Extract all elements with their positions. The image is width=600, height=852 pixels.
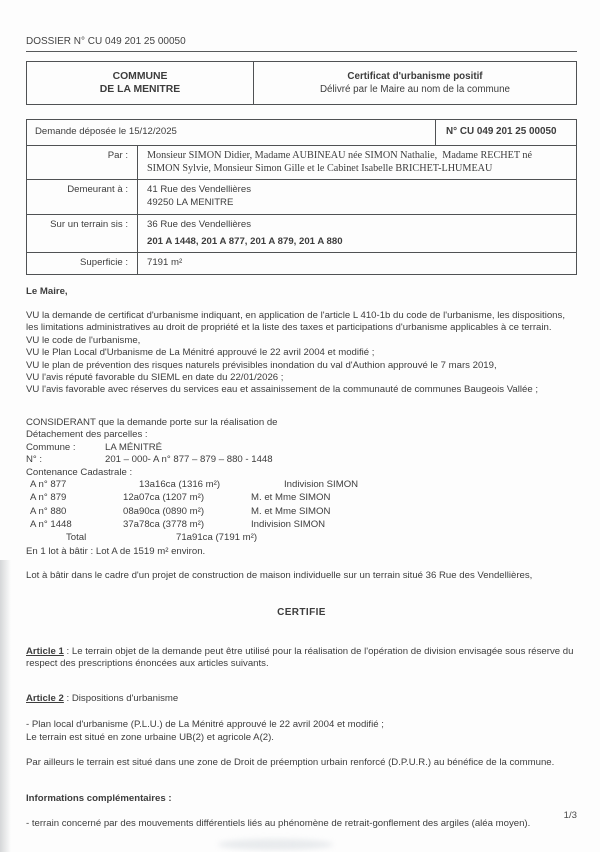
table-row-demeurant xyxy=(27,179,576,214)
parcel-row xyxy=(26,519,577,532)
terrain-label: Sur un terrain sis : xyxy=(27,215,138,252)
parcel-row xyxy=(26,506,577,519)
numero-label: N° : xyxy=(26,454,43,466)
page-content xyxy=(26,0,577,830)
applicant-names: Monsieur SIMON Didier, Madame AUBINEAU née SIMON Nathalie, Madame RECHET né SIMON Sylvie, Monsieur Simon Gille et le Cabinet Isabelle BRICHET-LHUMEAU xyxy=(147,149,535,174)
parcel-area: 12a07ca (1207 m²) xyxy=(123,492,205,504)
salutation: Le Maire, xyxy=(26,285,68,297)
parcel-owner: Indivision SIMON xyxy=(284,478,359,490)
parcel-ref: A n° 877 xyxy=(30,478,67,490)
commune-value: LA MÉNITRÉ xyxy=(105,441,163,453)
parcel-row xyxy=(26,492,577,505)
title-table xyxy=(26,61,577,105)
numero-row xyxy=(26,454,577,466)
parcel-owner: Indivision SIMON xyxy=(251,519,326,531)
parcel-ref: A n° 880 xyxy=(30,505,67,517)
parcel-total-row xyxy=(26,532,577,545)
superficie-label: Superficie : xyxy=(27,253,138,273)
vu-item: VU le Plan Local d'Urbanisme de La Ménitré approuvé le 22 avril 2004 et modifié ; xyxy=(26,347,375,359)
vu-item: VU le code de l'urbanisme, xyxy=(26,334,141,346)
dossier-number: DOSSIER N° CU 049 201 25 00050 xyxy=(26,36,186,47)
vu-item: VU le plan de prévention des risques naturels prévisibles inondation du val d'Authion approuvé le 7 mars 2019, xyxy=(26,359,497,371)
parcel-ref: A n° 879 xyxy=(30,492,67,504)
total-area: 71a91ca (7191 m²) xyxy=(176,532,258,544)
terrain-parcel-refs: 201 A 1448, 201 A 877, 201 A 879, 201 A 880 xyxy=(147,235,343,247)
article1-text: : Le terrain objet de la demande peut être utilisé pour la réalisation de l'opération de division envisagée sous réserve du respect des prescriptions énoncées aux articles suivants. xyxy=(26,646,574,670)
commune-cell xyxy=(27,62,254,104)
lot-line: En 1 lot à bâtir : Lot A de 1519 m² environ. xyxy=(26,545,206,557)
plu-section xyxy=(26,719,577,744)
file-number: N° CU 049 201 25 00050 xyxy=(435,120,576,144)
par-label: Par : xyxy=(27,146,138,180)
numero-value: 201 – 000- A n° 877 – 879 – 880 - 1448 xyxy=(105,454,273,466)
terrain-address xyxy=(138,215,576,252)
scan-artifact-bottom xyxy=(218,839,333,850)
parcel-owner: M. et Mme SIMON xyxy=(251,492,331,504)
project-description: Lot à bâtir dans le cadre d'un projet de construction de maison individuelle sur un terrain situé 36 Rue des Vendellières, xyxy=(26,570,533,582)
certifie-heading: CERTIFIE xyxy=(277,606,326,618)
vu-section xyxy=(26,310,577,397)
commune-label: Commune : xyxy=(26,441,76,453)
considerant-intro: CONSIDERANT que la demande porte sur la réalisation de xyxy=(26,416,278,428)
page-number: 1/3 xyxy=(563,810,577,821)
total-label: Total xyxy=(66,532,87,544)
plu-line2: Le terrain est situé en zone urbaine UB(2) et agricole A(2). xyxy=(26,731,274,743)
contenance-label: Contenance Cadastrale : xyxy=(26,466,133,478)
article1-label: Article 1 xyxy=(26,646,64,658)
certificate-title: Certificat d'urbanisme positif xyxy=(347,71,483,83)
commune-line2: DE LA MENITRE xyxy=(99,84,181,96)
table-row-superficie xyxy=(27,252,576,273)
terrain-address-line1: 36 Rue des Vendellières xyxy=(147,219,252,231)
table-row-terrain xyxy=(27,214,576,252)
parcel-area: 37a78ca (3778 m²) xyxy=(123,519,205,531)
scan-artifact-left-edge xyxy=(0,560,11,852)
detachement-line: Détachement des parcelles : xyxy=(26,429,148,441)
article2-heading xyxy=(26,693,577,705)
dpur-paragraph: Par ailleurs le terrain est situé dans une zone de Droit de préemption urbain renforcé (D.P.U.R.) au bénéfice de la commune. xyxy=(26,757,555,769)
article2-label: Article 2 xyxy=(26,692,64,704)
article1-paragraph xyxy=(26,646,577,671)
header-divider-line xyxy=(26,51,577,52)
commune-line1: COMMUNE xyxy=(112,71,168,83)
commune-row xyxy=(26,442,577,454)
info-line: - terrain concerné par des mouvements différentiels liés au phénomène de retrait-gonflement des argiles (aléa moyen). xyxy=(26,817,531,829)
applicant-address-line2: 49250 LA MENITRE xyxy=(147,196,234,208)
request-table xyxy=(26,119,577,274)
info-heading: Informations complémentaires : xyxy=(26,792,172,804)
parcel-owner: M. et Mme SIMON xyxy=(251,505,331,517)
table-row-deposit xyxy=(27,120,576,144)
parcel-row xyxy=(26,479,577,492)
vu-item: VU l'avis réputé favorable du SIEML en date du 22/01/2026 ; xyxy=(26,372,284,384)
parcel-area: 08a90ca (0890 m²) xyxy=(123,505,205,517)
superficie-value: 7191 m² xyxy=(147,257,183,269)
certificate-subtitle: Délivré par le Maire au nom de la commune xyxy=(319,84,511,96)
parcel-area: 13a16ca (1316 m²) xyxy=(139,478,221,490)
demeurant-label: Demeurant à : xyxy=(27,180,138,214)
considerant-section xyxy=(26,417,577,558)
vu-item: VU l'avis favorable avec réserves du services eau et assainissement de la communauté de communes Baugeois Vallée ; xyxy=(26,384,538,396)
parcel-ref: A n° 1448 xyxy=(30,519,72,531)
certificate-cell xyxy=(254,62,576,104)
vu-item: VU la demande de certificat d'urbanisme indiquant, en application de l'article L 410-1b du code de l'urbanisme, les dispositions, les limitations administratives au droit de propriété et la liste des taxes et participations d'urbanisme applicables à ce terrain. xyxy=(26,310,565,334)
table-row-par xyxy=(27,145,576,180)
plu-line1: - Plan local d'urbanisme (P.L.U.) de La Ménitré approuvé le 22 avril 2004 et modifié ; xyxy=(26,719,384,731)
applicant-address-line1: 41 Rue des Vendellières xyxy=(147,184,252,196)
applicant-address xyxy=(138,180,576,214)
deposit-date: Demande déposée le 15/12/2025 xyxy=(35,126,177,138)
article2-text: : Dispositions d'urbanisme xyxy=(63,692,179,704)
